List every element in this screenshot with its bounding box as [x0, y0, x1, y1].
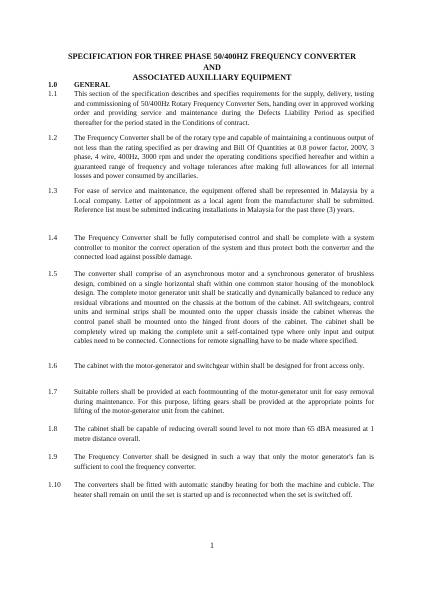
heading-number: 1.0 [48, 80, 58, 89]
heading-text: GENERAL [74, 80, 111, 89]
section-text: Suitable rollers shall be provided at each footmounting of the motor-generator unit for easy removal during maintenance. For this purpose, lifting gears shall be provided at the appropriate points for lifting of the motor-generator unit from the cabinet. [74, 387, 374, 416]
section-number: 1.10 [48, 480, 61, 489]
section-number: 1.4 [48, 233, 58, 242]
title-line-2: ASSOCIATED AUXILLIARY EQUIPMENT [132, 73, 292, 82]
section-text: The Frequency Converter shall be fully computerised control and shall be complete with a system controller to monitor the correct operation of the system and thus protect both the converter and the connected load against possible damage. [74, 233, 374, 262]
page-number: 1 [210, 541, 214, 550]
section-number: 1.1 [48, 89, 58, 98]
section-text: The Frequency Converter shall be of the rotary type and capable of maintaining a continuous output of not less than the rating specified as per drawing and Bill Of Quantities at 0.8 power factor, 200V, 3 phase, 4 wire, 400Hz, 3000 rpm and under the operating conditions specified hereafter and within a guaranteed range of frequency and voltage tolerances after making full allowances for all internal losses and power consumed by ancillaries. [74, 133, 374, 181]
section-number: 1.2 [48, 133, 58, 142]
section-text: The cabinet with the motor-generator and switchgear within shall be designed for front access only. [74, 361, 365, 370]
section-number: 1.7 [48, 387, 58, 396]
section-number: 1.3 [48, 186, 58, 195]
section-text: For ease of service and maintenance, the equipment offered shall be represented in Malaysia by a Local company. Letter of appointment as a local agent from the manufacturer shall be submitted. Reference list must be submitted indicating installations in Malaysia for the past three (3) years. [74, 186, 374, 215]
section-number: 1.8 [48, 424, 58, 433]
document-title [62, 52, 362, 84]
section-text: The Frequency Converter shall be designed in such a way that only the motor generator's fan is sufficient to cool the frequency converter. [74, 452, 374, 471]
section-text: The cabinet shall be capable of reducing overall sound level to not more than 65 dBA measured at 1 metre distance overall. [74, 424, 374, 443]
section-text: The converter shall comprise of an asynchronous motor and a synchronous generator of brushless design, combined on a single horizontal shaft within one common stator housing of the monoblock design. The complete motor generator unit shall be statically and dynamically balanced to reduce any residual vibrations and mounted on the chassis at the bottom of the cabinet. All switchgears, control units and terminal strips shall be mounted onto the upper chassis inside the cabinet whereas the control panel shall be mounted onto the hinged front doors of the cabinet. The cabinet shall be completely wired up making the complete unit a self-contained type where only input and output cables need to be connected. Connections for remote signalling have to be made where specified. [74, 269, 374, 346]
section-text: This section of the specification describes and specifies requirements for the supply, delivery, testing and commissioning of 50/400Hz Rotary Frequency Converter Sets, handing over in approved working order and providing service and maintenance during the Defects Liability Period as specified thereafter for the period stated in the Conditions of contract. [74, 89, 374, 127]
section-number: 1.9 [48, 452, 58, 461]
section-text: The converters shall be fitted with automatic standby heating for both the machine and cubicle. The heater shall remain on until the set is started up and is reconnected when the set is switched off. [74, 480, 374, 499]
section-number: 1.5 [48, 269, 58, 278]
title-line-1: SPECIFICATION FOR THREE PHASE 50/400HZ FREQUENCY CONVERTER AND [68, 52, 356, 72]
section-number: 1.6 [48, 361, 58, 370]
